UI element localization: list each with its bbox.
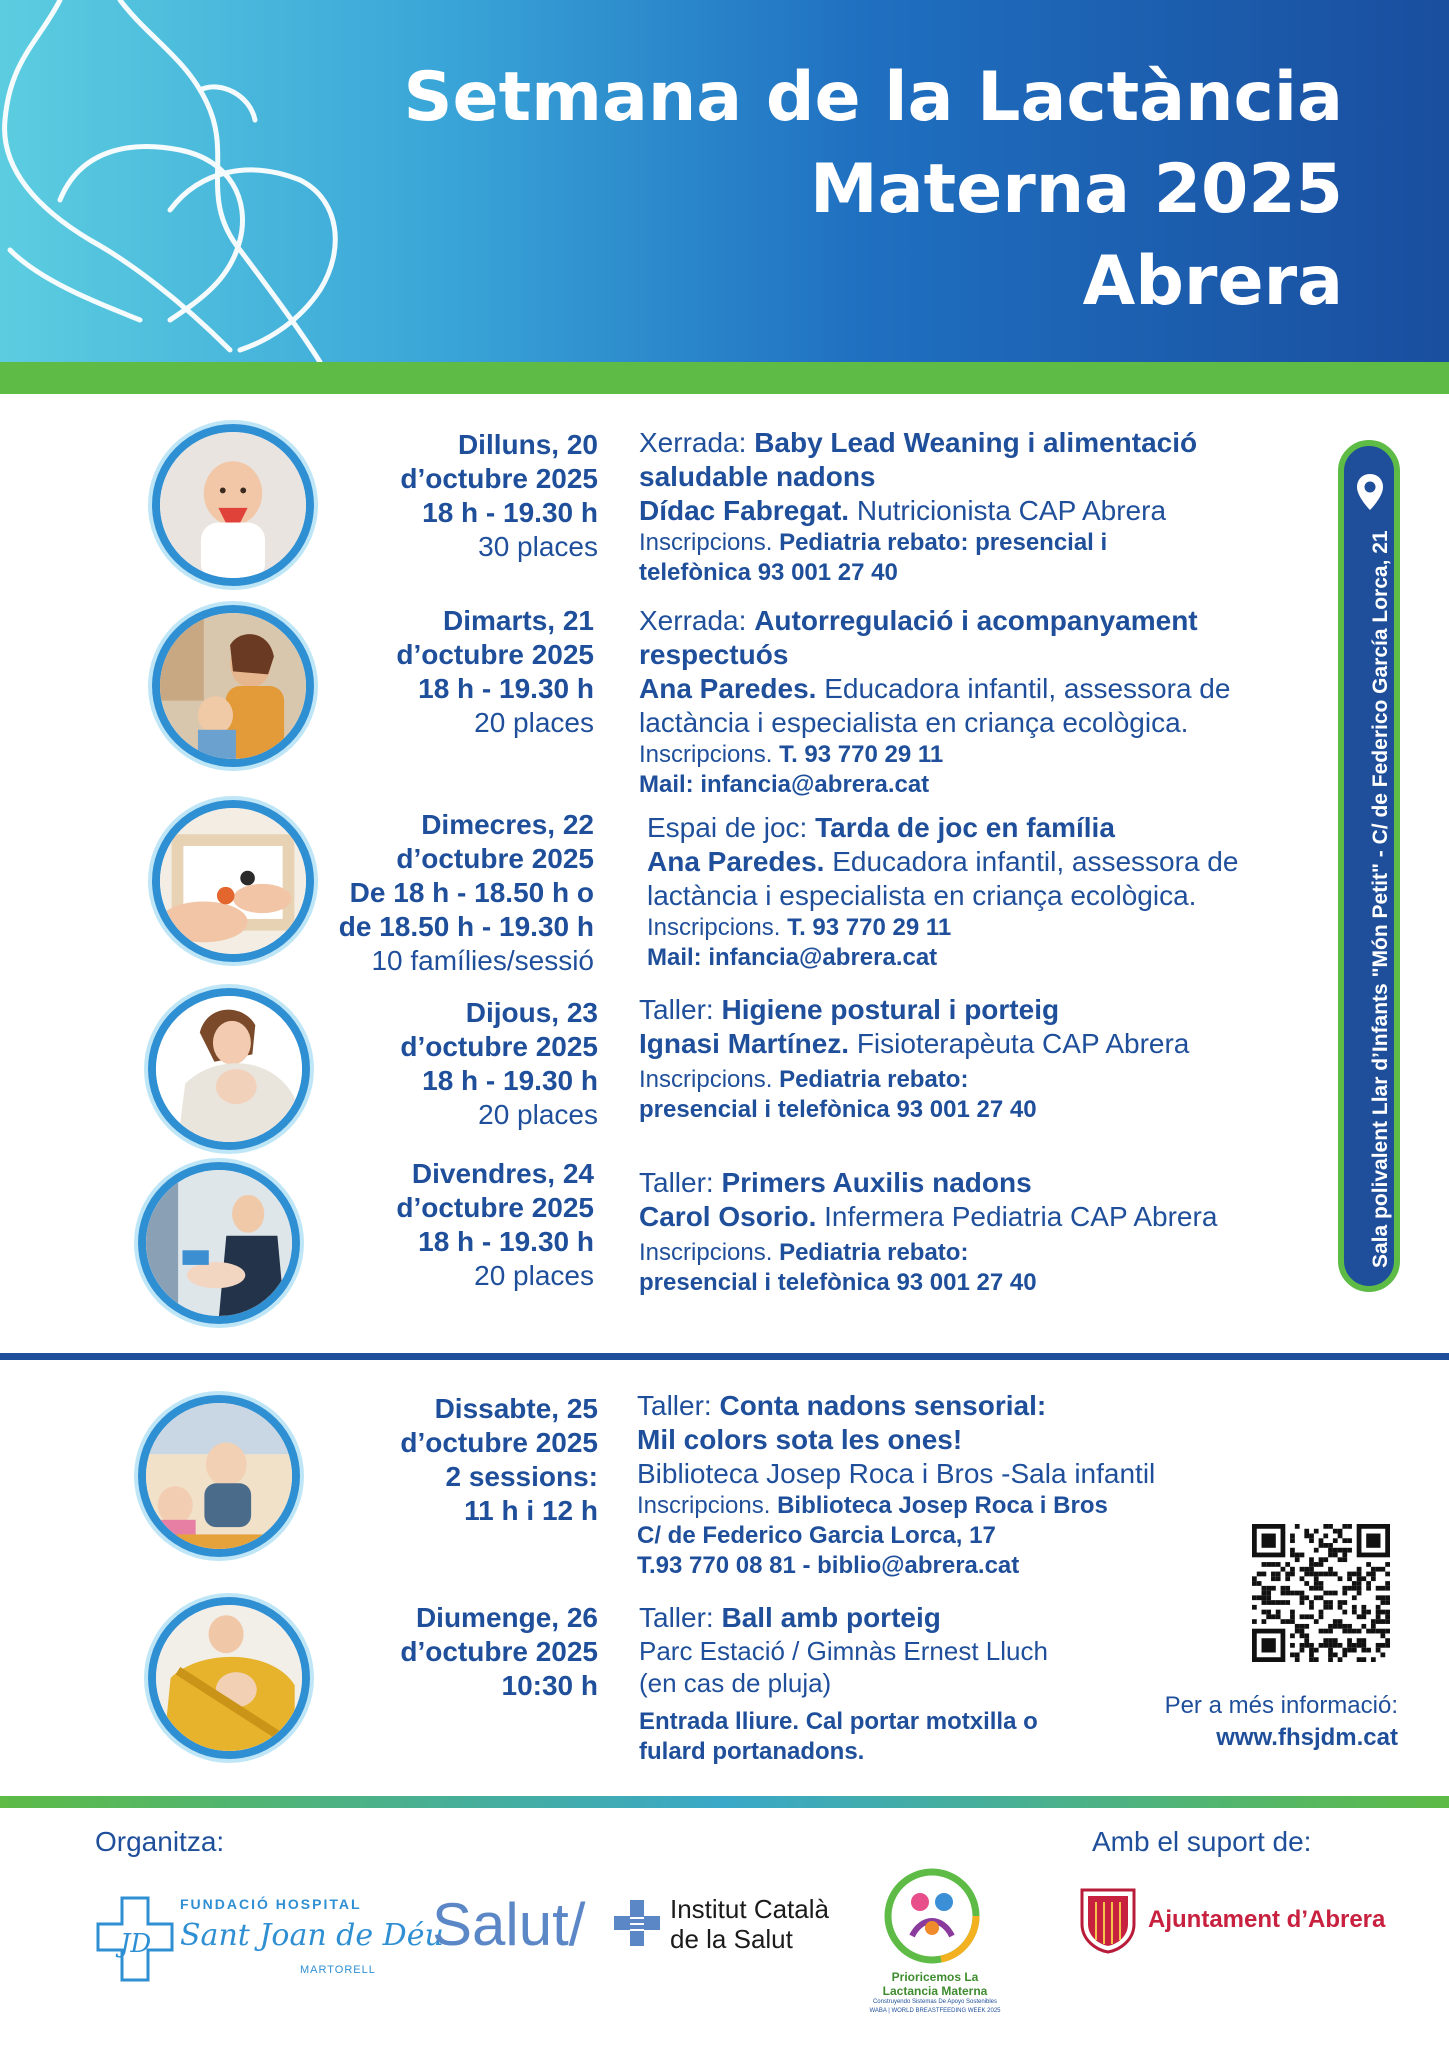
event-1-reg-a: Pediatria rebato: presencial i <box>779 529 1108 556</box>
event-7-date <box>338 1601 598 1703</box>
fhsjd-cross-icon <box>96 1896 174 1982</box>
event-7-title-a: Ball amb porteig <box>721 1602 941 1633</box>
event-1-title-a: Baby Lead Weaning i alimentació <box>754 427 1198 458</box>
event-1-reg-b: telefònica 93 001 27 40 <box>639 559 898 586</box>
more-info-url[interactable]: www.fhsjdm.cat <box>1216 1724 1398 1751</box>
event-4-type: Taller: <box>639 994 714 1025</box>
event-7-type: Taller: <box>639 1602 714 1633</box>
event-5-title-a: Primers Auxilis nadons <box>721 1167 1032 1198</box>
event-3-date <box>254 808 594 978</box>
event-2-reg-a: T. 93 770 29 11 <box>779 741 944 768</box>
event-6-reg-c: T.93 770 08 81 - biblio@abrera.cat <box>637 1552 1020 1579</box>
event-4-month: d’octubre 2025 <box>400 1031 598 1062</box>
event-6-title-b: Mil colors sota les ones! <box>637 1424 963 1455</box>
event-2-time: 18 h - 19.30 h <box>418 673 594 704</box>
header-banner <box>0 0 1449 362</box>
map-pin-icon <box>1355 472 1385 512</box>
event-6-date <box>338 1392 598 1528</box>
event-1-speaker: Dídac Fabregat. <box>639 495 850 526</box>
event-1-speaker-role: Nutricionista CAP Abrera <box>856 495 1167 526</box>
event-6-description <box>637 1389 1155 1581</box>
waba-line-1: Prioricemos La <box>891 1970 979 1984</box>
more-info-label: Per a més informació: <box>1164 1692 1398 1719</box>
fhsjd-line-2: Sant Joan de Déu <box>180 1918 444 1953</box>
event-2-speaker: Ana Paredes. <box>639 673 817 704</box>
fhsjd-line-3: MARTORELL <box>300 1964 376 1976</box>
event-4-speaker: Ignasi Martínez. <box>639 1028 850 1059</box>
event-5-day: Divendres, 24 <box>411 1158 594 1189</box>
event-3-speaker-role: Educadora infantil, assessora de <box>832 846 1239 877</box>
event-7-description <box>639 1601 1048 1767</box>
event-7-month: d’octubre 2025 <box>400 1636 598 1667</box>
event-photo-library-babies <box>138 1395 300 1557</box>
event-photo-dance-babywearing <box>148 1597 310 1759</box>
page-title-line-3: Abrera <box>1082 242 1343 321</box>
event-6-time-2: 11 h i 12 h <box>464 1495 598 1526</box>
event-4-description <box>639 993 1189 1125</box>
event-1-reg-label: Inscripcions. <box>639 529 773 556</box>
event-1-date <box>338 428 598 564</box>
event-5-date <box>334 1157 594 1293</box>
event-6-reg-b: C/ de Federico Garcia Lorca, 17 <box>637 1522 996 1549</box>
event-4-time: 18 h - 19.30 h <box>422 1065 598 1096</box>
event-photo-first-aid <box>138 1162 300 1324</box>
ics-line-2: de la Salut <box>670 1924 793 1954</box>
fhsjd-logo <box>96 1892 444 1992</box>
event-6-reg-label: Inscripcions. <box>637 1492 771 1519</box>
event-3-time-2: de 18.50 h - 19.30 h <box>338 911 594 942</box>
event-1-type: Xerrada: <box>639 427 747 458</box>
waba-line-3: Construyendo Sistemas De Apoyo Sostenibles <box>872 1999 998 2005</box>
svg-text:JD: JD <box>120 1929 152 1959</box>
event-photo-babywearing <box>148 988 310 1150</box>
event-5-speaker: Carol Osorio. <box>639 1201 817 1232</box>
event-7-venue-2: (en cas de pluja) <box>639 1668 832 1698</box>
event-6-time: 2 sessions: <box>445 1461 598 1492</box>
event-4-date <box>338 996 598 1132</box>
event-2-title-b: respectuós <box>639 639 789 670</box>
event-4-reg-label: Inscripcions. <box>639 1066 773 1093</box>
event-1-title-b: saludable nadons <box>639 461 876 492</box>
event-3-day: Dimecres, 22 <box>421 809 594 840</box>
ajuntament-name: Ajuntament d’Abrera <box>1148 1906 1386 1933</box>
event-5-type: Taller: <box>639 1167 714 1198</box>
event-2-type: Xerrada: <box>639 605 747 636</box>
location-pill <box>1338 440 1400 1292</box>
event-7-day: Diumenge, 26 <box>415 1602 598 1633</box>
event-7-note-a: Entrada lliure. Cal portar motxilla o <box>639 1708 1038 1735</box>
event-4-title-a: Higiene postural i porteig <box>721 994 1060 1025</box>
footer-band <box>0 1796 1449 1808</box>
waba-emblem-icon <box>882 1866 982 1966</box>
event-7-time: 10:30 h <box>501 1670 598 1701</box>
salut-ics-logo <box>432 1890 852 1960</box>
location-address: Sala polivalent Llar d’Infants "Món Petit" - C/ de Federico García Lorca, 21 <box>1369 530 1392 1268</box>
ics-line-1: Institut Català <box>670 1894 829 1924</box>
header-green-band <box>0 362 1449 394</box>
event-photo-mother-child <box>152 605 314 767</box>
event-6-day: Dissabte, 25 <box>434 1393 598 1424</box>
event-4-reg-b: presencial i telefònica 93 001 27 40 <box>639 1096 1037 1123</box>
mother-silhouette-illustration <box>0 0 360 362</box>
event-3-reg-b: Mail: infancia@abrera.cat <box>647 944 938 971</box>
event-1-description <box>639 426 1197 588</box>
section-divider <box>0 1353 1449 1360</box>
event-1-month: d’octubre 2025 <box>400 463 598 494</box>
event-6-title-a: Conta nadons sensorial: <box>719 1390 1047 1421</box>
event-2-day: Dimarts, 21 <box>443 605 594 636</box>
event-5-description <box>639 1166 1217 1298</box>
event-4-reg-a: Pediatria rebato: <box>779 1066 969 1093</box>
event-2-speaker-role-2: lactància i especialista en criança ecològica. <box>639 707 1189 738</box>
waba-line-4: WABA | WORLD BREASTFEEDING WEEK 2025 <box>869 2008 1001 2014</box>
event-3-description <box>647 811 1238 973</box>
event-5-time: 18 h - 19.30 h <box>418 1226 594 1257</box>
waba-logo <box>860 1866 1010 2036</box>
event-2-places: 20 places <box>474 707 594 738</box>
event-2-reg-label: Inscripcions. <box>639 741 773 768</box>
event-5-month: d’octubre 2025 <box>396 1192 594 1223</box>
event-7-venue: Parc Estació / Gimnàs Ernest Lluch <box>639 1636 1048 1666</box>
event-5-reg-a: Pediatria rebato: <box>779 1239 969 1266</box>
event-3-places: 10 famílies/sessió <box>371 945 594 976</box>
event-4-speaker-role: Fisioterapèuta CAP Abrera <box>856 1028 1190 1059</box>
fhsjd-line-1: FUNDACIÓ HOSPITAL <box>180 1896 362 1912</box>
event-2-month: d’octubre 2025 <box>396 639 594 670</box>
event-1-day: Dilluns, 20 <box>457 429 598 460</box>
event-photo-baby-watermelon <box>152 424 314 586</box>
page-title-line-1: Setmana de la Lactància <box>403 58 1343 137</box>
event-7-note-b: fulard portanadons. <box>639 1738 865 1765</box>
event-3-time: De 18 h - 18.50 h o <box>349 877 594 908</box>
waba-text <box>860 1970 1010 2016</box>
event-6-type: Taller: <box>637 1390 712 1421</box>
event-5-reg-b: presencial i telefònica 93 001 27 40 <box>639 1269 1037 1296</box>
event-3-reg-a: T. 93 770 29 11 <box>787 914 952 941</box>
salut-text: Salut/ <box>432 1891 586 1958</box>
event-2-date <box>334 604 594 740</box>
event-2-speaker-role: Educadora infantil, assessora de <box>824 673 1231 704</box>
event-2-description <box>639 604 1230 800</box>
event-1-places: 30 places <box>478 531 598 562</box>
event-5-places: 20 places <box>474 1260 594 1291</box>
event-2-reg-b: Mail: infancia@abrera.cat <box>639 771 930 798</box>
event-2-title-a: Autorregulació i acompanyament <box>754 605 1198 636</box>
ajuntament-logo <box>1080 1888 1400 1958</box>
ics-text <box>670 1894 829 1954</box>
event-3-reg-label: Inscripcions. <box>647 914 781 941</box>
event-3-type: Espai de joc: <box>647 812 808 843</box>
event-5-reg-label: Inscripcions. <box>639 1239 773 1266</box>
health-cross-icon <box>614 1900 660 1946</box>
more-info-block <box>1080 1690 1398 1754</box>
event-6-venue: Biblioteca Josep Roca i Bros -Sala infantil <box>637 1458 1156 1489</box>
waba-line-2: Lactancia Materna <box>882 1984 988 1998</box>
event-3-speaker: Ana Paredes. <box>647 846 825 877</box>
support-label: Amb el suport de: <box>1092 1826 1312 1857</box>
event-3-speaker-role-2: lactància i especialista en criança ecològica. <box>647 880 1197 911</box>
ajuntament-shield-icon <box>1080 1888 1136 1954</box>
event-4-places: 20 places <box>478 1099 598 1130</box>
event-3-title-a: Tarda de joc en família <box>815 812 1115 843</box>
page-title-line-2: Materna 2025 <box>810 150 1343 229</box>
event-6-reg-a: Biblioteca Josep Roca i Bros <box>777 1492 1108 1519</box>
event-3-month: d’octubre 2025 <box>396 843 594 874</box>
event-1-time: 18 h - 19.30 h <box>422 497 598 528</box>
event-6-month: d’octubre 2025 <box>400 1427 598 1458</box>
event-4-day: Dijous, 23 <box>465 997 598 1028</box>
qr-code[interactable] <box>1252 1524 1390 1662</box>
event-5-speaker-role: Infermera Pediatria CAP Abrera <box>824 1201 1218 1232</box>
organizer-label: Organitza: <box>95 1826 225 1857</box>
